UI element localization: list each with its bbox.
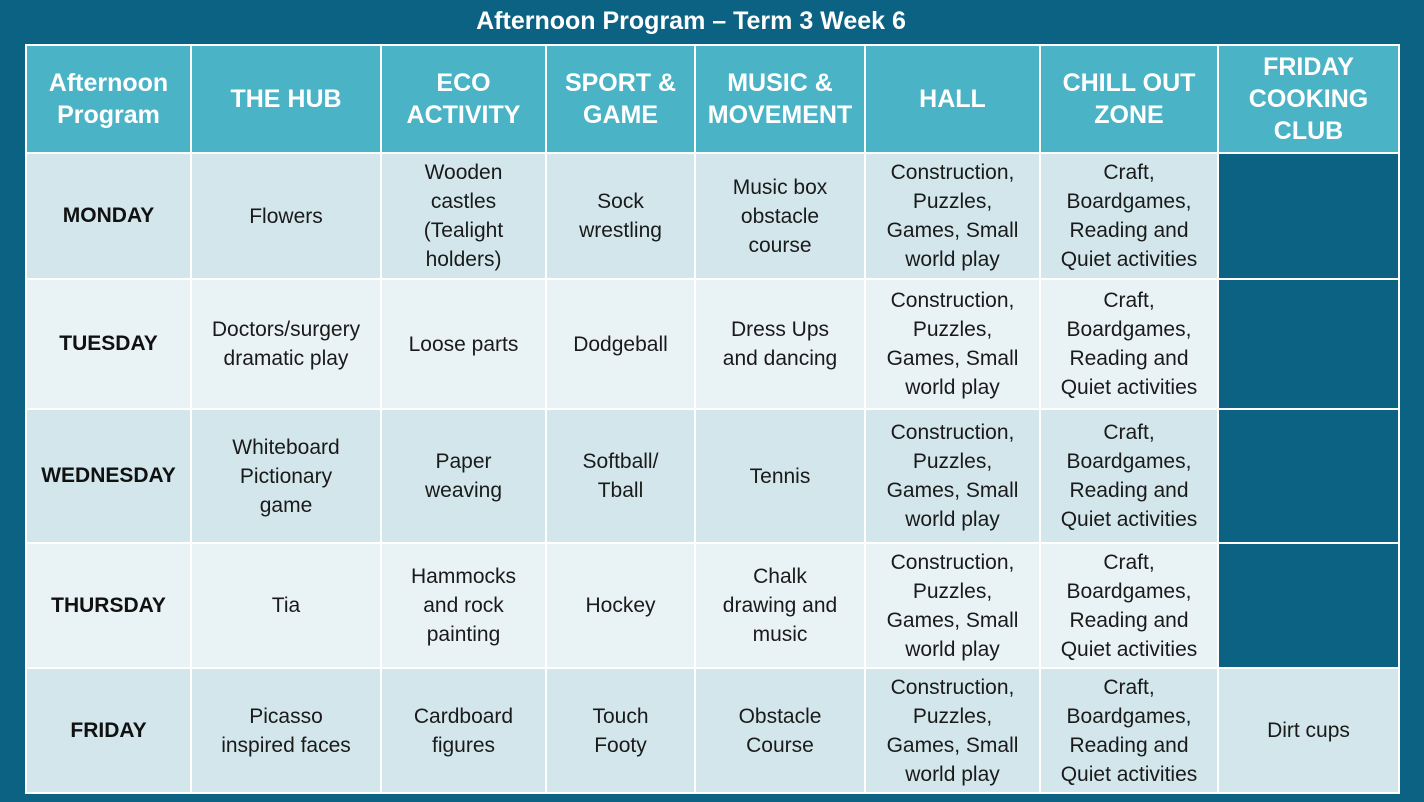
cell-monday-cooking-club	[1218, 153, 1399, 279]
cell-thursday-hall: Construction, Puzzles, Games, Small world play	[865, 543, 1040, 668]
cell-tuesday-sport-game: Dodgeball	[546, 279, 695, 409]
header-friday-cooking-club: FRIDAY COOKING CLUB	[1218, 45, 1399, 153]
cell-friday-eco-activity: Cardboard figures	[381, 668, 546, 793]
cell-thursday-sport-game: Hockey	[546, 543, 695, 668]
cell-thursday-chill-out-zone: Craft, Boardgames, Reading and Quiet activities	[1040, 543, 1218, 668]
cell-friday-music-movement: Obstacle Course	[695, 668, 865, 793]
cell-tuesday-the-hub: Doctors/surgery dramatic play	[191, 279, 381, 409]
cell-wednesday-eco-activity: Paper weaving	[381, 409, 546, 543]
cell-thursday-music-movement: Chalk drawing and music	[695, 543, 865, 668]
cell-monday-music-movement: Music box obstacle course	[695, 153, 865, 279]
header-afternoon-program: Afternoon Program	[26, 45, 191, 153]
cell-friday-sport-game: Touch Footy	[546, 668, 695, 793]
header-sport-game: SPORT & GAME	[546, 45, 695, 153]
cell-friday-chill-out-zone: Craft, Boardgames, Reading and Quiet activities	[1040, 668, 1218, 793]
table-row-tuesday	[26, 279, 1399, 409]
day-label-monday: MONDAY	[26, 153, 191, 279]
table-row-friday	[26, 668, 1399, 793]
cell-wednesday-the-hub: Whiteboard Pictionary game	[191, 409, 381, 543]
header-chill-out-zone: CHILL OUT ZONE	[1040, 45, 1218, 153]
table-row-thursday	[26, 543, 1399, 668]
cell-tuesday-music-movement: Dress Ups and dancing	[695, 279, 865, 409]
day-label-tuesday: TUESDAY	[26, 279, 191, 409]
cell-monday-chill-out-zone: Craft, Boardgames, Reading and Quiet activities	[1040, 153, 1218, 279]
header-music-movement: MUSIC & MOVEMENT	[695, 45, 865, 153]
cell-monday-sport-game: Sock wrestling	[546, 153, 695, 279]
day-label-wednesday: WEDNESDAY	[26, 409, 191, 543]
cell-wednesday-music-movement: Tennis	[695, 409, 865, 543]
cell-monday-the-hub: Flowers	[191, 153, 381, 279]
cell-thursday-cooking-club	[1218, 543, 1399, 668]
cell-wednesday-hall: Construction, Puzzles, Games, Small world play	[865, 409, 1040, 543]
header-the-hub: THE HUB	[191, 45, 381, 153]
table-row-monday	[26, 153, 1399, 279]
cell-tuesday-eco-activity: Loose parts	[381, 279, 546, 409]
cell-monday-eco-activity: Wooden castles (Tealight holders)	[381, 153, 546, 279]
cell-tuesday-cooking-club	[1218, 279, 1399, 409]
cell-thursday-eco-activity: Hammocks and rock painting	[381, 543, 546, 668]
cell-monday-hall: Construction, Puzzles, Games, Small world play	[865, 153, 1040, 279]
cell-tuesday-chill-out-zone: Craft, Boardgames, Reading and Quiet activities	[1040, 279, 1218, 409]
header-hall: HALL	[865, 45, 1040, 153]
page-title: Afternoon Program – Term 3 Week 6	[476, 7, 906, 35]
cell-wednesday-chill-out-zone: Craft, Boardgames, Reading and Quiet activities	[1040, 409, 1218, 543]
program-table	[25, 44, 1400, 794]
cell-tuesday-hall: Construction, Puzzles, Games, Small world play	[865, 279, 1040, 409]
cell-wednesday-sport-game: Softball/ Tball	[546, 409, 695, 543]
cell-thursday-the-hub: Tia	[191, 543, 381, 668]
cell-wednesday-cooking-club	[1218, 409, 1399, 543]
cell-friday-cooking-club: Dirt cups	[1218, 668, 1399, 793]
header-row	[26, 45, 1399, 153]
day-label-friday: FRIDAY	[26, 668, 191, 793]
table-row-wednesday	[26, 409, 1399, 543]
header-eco-activity: ECO ACTIVITY	[381, 45, 546, 153]
cell-friday-hall: Construction, Puzzles, Games, Small world play	[865, 668, 1040, 793]
cell-friday-the-hub: Picasso inspired faces	[191, 668, 381, 793]
day-label-thursday: THURSDAY	[26, 543, 191, 668]
